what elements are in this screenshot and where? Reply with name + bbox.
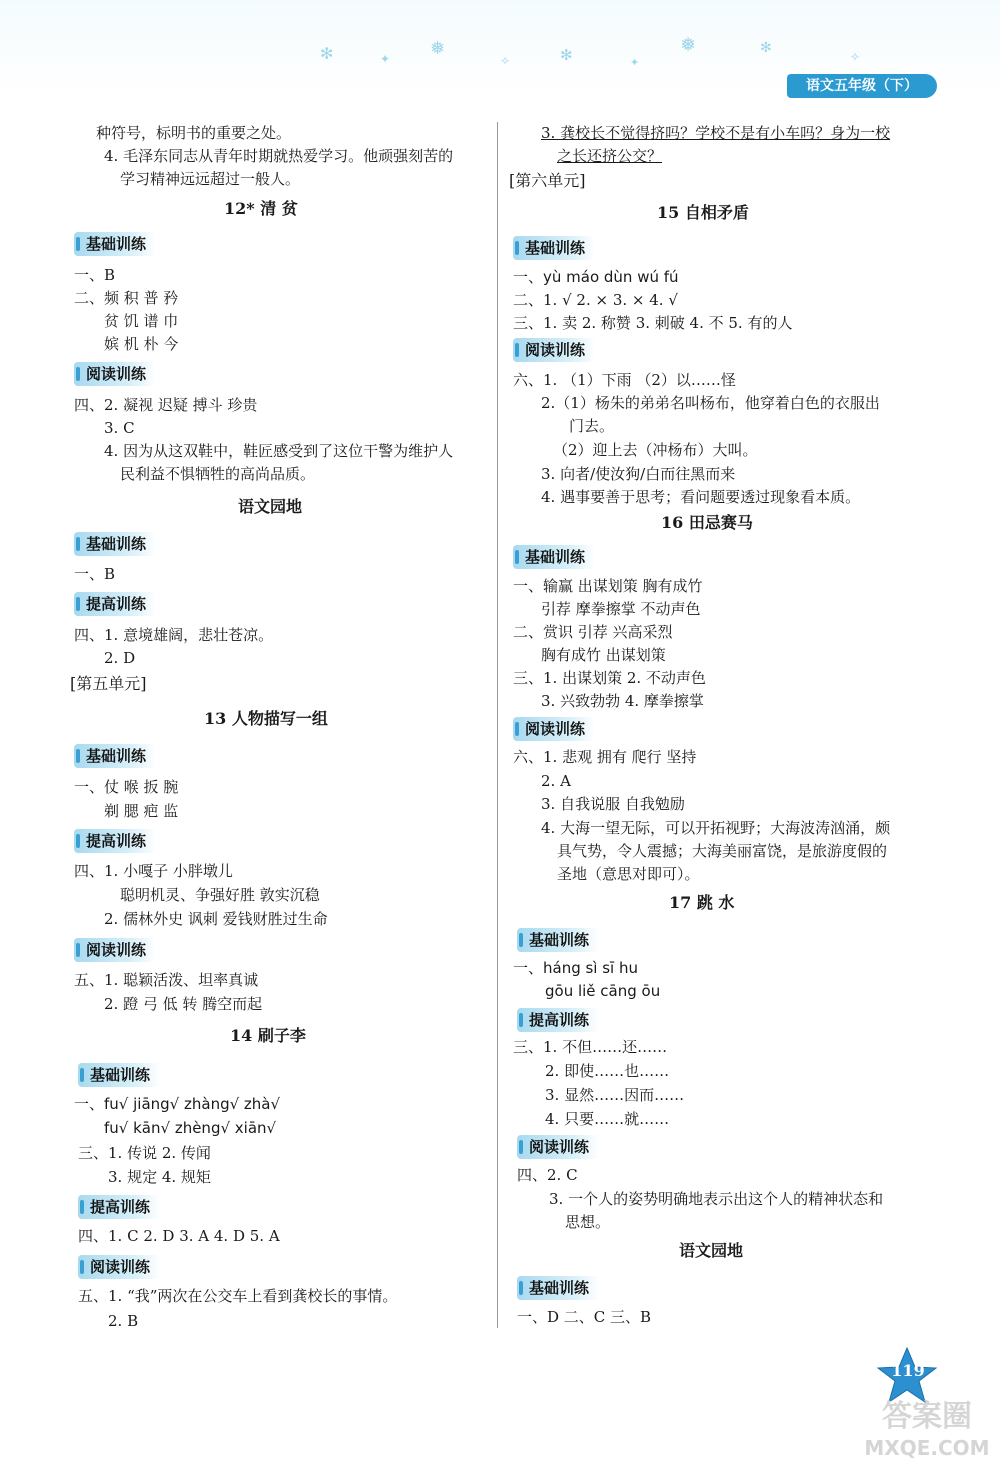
section-label: 阅读训练 [517, 1135, 599, 1159]
answer-line: 2. 蹬 弓 低 转 腾空而起 [104, 995, 263, 1013]
watermark [862, 1398, 992, 1460]
answer-line: 2. 儒林外史 讽刺 爱钱财胜过生命 [104, 910, 328, 928]
answer-line: 2. B [108, 1312, 139, 1330]
lesson-title: 15 自相矛盾 [657, 203, 749, 222]
answer-line: 2. D [104, 649, 136, 667]
answer-line: 一、输赢 出谋划策 胸有成竹 [513, 577, 703, 595]
section-label: 基础训练 [74, 232, 156, 256]
sparkle-icon: ✻ [320, 44, 334, 63]
section-label: 阅读训练 [513, 338, 595, 362]
answer-line: 圣地（意思对即可）。 [557, 865, 700, 883]
answer-line: 贫 饥 谱 巾 [104, 312, 179, 330]
answer-line: 四、1. 意境雄阔，悲壮苍凉。 [74, 626, 274, 644]
watermark-url: MXQE.COM [864, 1436, 990, 1460]
answer-line: 一、仗 喉 扳 腕 [74, 778, 179, 796]
section-label: 阅读训练 [513, 717, 595, 741]
section-label: 基础训练 [78, 1063, 160, 1087]
lesson-title: 14 刷子李 [230, 1026, 306, 1045]
answer-line: 三、1. 传说 2. 传闻 [78, 1144, 211, 1162]
answer-line: 四、1. 小嘎子 小胖墩儿 [74, 862, 233, 880]
section-label: 基础训练 [517, 928, 599, 952]
answer-line: 一、D 二、C 三、B [517, 1308, 652, 1326]
answer-line: 一、B [74, 565, 116, 583]
answer-line: 一、fu√ jiāng√ zhàng√ zhà√ [74, 1095, 281, 1113]
answer-line: 具气势，令人震撼；大海美丽富饶，是旅游度假的 [557, 842, 888, 860]
continued-line: 4. 毛泽东同志从青年时期就热爱学习。他顽强刻苦的 [104, 147, 454, 165]
grade-tag: 语文五年级（下） [787, 74, 937, 98]
answer-line: 一、háng sì sī hu [513, 959, 639, 977]
section-label: 阅读训练 [78, 1255, 160, 1279]
answer-line: 3. 自我说服 自我勉励 [541, 795, 685, 813]
lesson-title: 17 跳 水 [669, 893, 735, 912]
continued-line: 种符号，标明书的重要之处。 [96, 124, 292, 142]
answer-line: 2.（1）杨朱的弟弟名叫杨布，他穿着白色的衣服出 [541, 394, 880, 412]
page-number: 119 [891, 1361, 925, 1380]
answer-line: 2. 即使……也…… [545, 1062, 670, 1080]
lesson-title: 12* 清 贫 [224, 199, 298, 218]
answer-line: 二、赏识 引荐 兴高采烈 [513, 623, 673, 641]
answer-line: 4. 因为从这双鞋中，鞋匠感受到了这位干警为维护人 [104, 442, 454, 460]
answer-line: 民利益不惧牺牲的高尚品质。 [120, 465, 316, 483]
answer-line: 四、1. C 2. D 3. A 4. D 5. A [78, 1227, 280, 1245]
section-label: 基础训练 [517, 1276, 599, 1300]
sparkle-icon: ❅ [680, 34, 696, 56]
answer-line: 四、2. 凝视 迟疑 搏斗 珍贵 [74, 396, 258, 414]
section-label: 提高训练 [74, 592, 156, 616]
answer-line: 二、频 积 普 矜 [74, 289, 179, 307]
sparkle-icon: ❅ [430, 38, 446, 59]
answer-line: 引荐 摩拳擦掌 不动声色 [541, 600, 701, 618]
section-label: 基础训练 [74, 532, 156, 556]
section-label: 基础训练 [74, 744, 156, 768]
answer-line: 胸有成竹 出谋划策 [541, 646, 666, 664]
section-label: 提高训练 [78, 1195, 160, 1219]
answer-line: 三、1. 卖 2. 称赞 3. 刺破 4. 不 5. 有的人 [513, 314, 793, 332]
answer-line: 4. 遇事要善于思考；看问题要透过现象看本质。 [541, 488, 861, 506]
sparkle-icon: ✻ [560, 46, 573, 64]
answer-line: 聪明机灵、争强好胜 敦实沉稳 [120, 886, 320, 904]
answer-line: 3. 一个人的姿势明确地表示出这个人的精神状态和 [549, 1190, 884, 1208]
watermark-text: 答案圈 [882, 1399, 972, 1434]
lesson-title: 13 人物描写一组 [204, 709, 328, 728]
answer-line: 剃 腮 疤 监 [104, 802, 179, 820]
answer-line: 2. A [541, 772, 571, 790]
answer-line: 三、1. 不但……还…… [513, 1038, 668, 1056]
section-label: 基础训练 [513, 236, 595, 260]
answer-line: 3. 向者/使汝狗/白而往黑而来 [541, 465, 736, 483]
answer-line: 一、B [74, 266, 116, 284]
answer-line: 五、1. 聪颖活泼、坦率真诚 [74, 971, 259, 989]
sparkle-icon: ✦ [380, 52, 391, 66]
unit-heading: [第六单元] [509, 171, 586, 190]
answer-line: fu√ kān√ zhèng√ xiān√ [104, 1119, 277, 1137]
answer-line: 3. C [104, 419, 135, 437]
answer-line: （2）迎上去（冲杨布）大叫。 [553, 441, 758, 459]
answer-line: 五、1. “我”两次在公交车上看到龚校长的事情。 [78, 1287, 398, 1305]
answer-line: gōu liě cāng ōu [545, 982, 661, 1000]
sparkle-icon: ✻ [760, 40, 772, 56]
answer-line: 门去。 [569, 417, 615, 435]
answer-line: 六、1. 悲观 拥有 爬行 坚持 [513, 748, 697, 766]
answer-line: 3. 规定 4. 规矩 [108, 1168, 211, 1186]
section-label: 基础训练 [513, 545, 595, 569]
continued-line: 3. 龚校长不觉得挤吗？学校不是有小车吗？身为一校 [541, 124, 891, 142]
answer-line: 嫔 机 朴 今 [104, 335, 179, 353]
answer-line: 六、1. （1）下雨 （2）以……怪 [513, 371, 736, 389]
sparkle-icon: ✧ [850, 50, 861, 64]
answer-line: 二、1. √ 2. × 3. × 4. √ [513, 291, 678, 309]
section-label: 提高训练 [517, 1008, 599, 1032]
sparkle-icon: ✧ [500, 54, 511, 68]
lesson-title: 16 田忌赛马 [661, 513, 753, 532]
sparkle-icon: ✦ [630, 56, 640, 69]
lesson-title: 语文园地 [679, 1241, 744, 1260]
answer-line: 3. 显然……因而…… [545, 1086, 685, 1104]
answer-line: 一、yù máo dùn wú fú [513, 268, 679, 286]
unit-heading: [第五单元] [70, 674, 147, 693]
answer-line: 3. 兴致勃勃 4. 摩拳擦掌 [541, 692, 704, 710]
column-divider [497, 122, 498, 1328]
answer-line: 4. 大海一望无际，可以开拓视野；大海波涛汹涌，颇 [541, 819, 891, 837]
answer-line: 4. 只要……就…… [545, 1110, 670, 1128]
continued-line: 之长还挤公交？ [557, 147, 663, 165]
section-label: 提高训练 [74, 829, 156, 853]
answer-line: 思想。 [565, 1213, 611, 1231]
lesson-title: 语文园地 [238, 497, 303, 516]
answer-line: 四、2. C [517, 1166, 578, 1184]
continued-line: 学习精神远远超过一般人。 [120, 170, 301, 188]
answer-line: 三、1. 出谋划策 2. 不动声色 [513, 669, 706, 687]
section-label: 阅读训练 [74, 362, 156, 386]
section-label: 阅读训练 [74, 938, 156, 962]
